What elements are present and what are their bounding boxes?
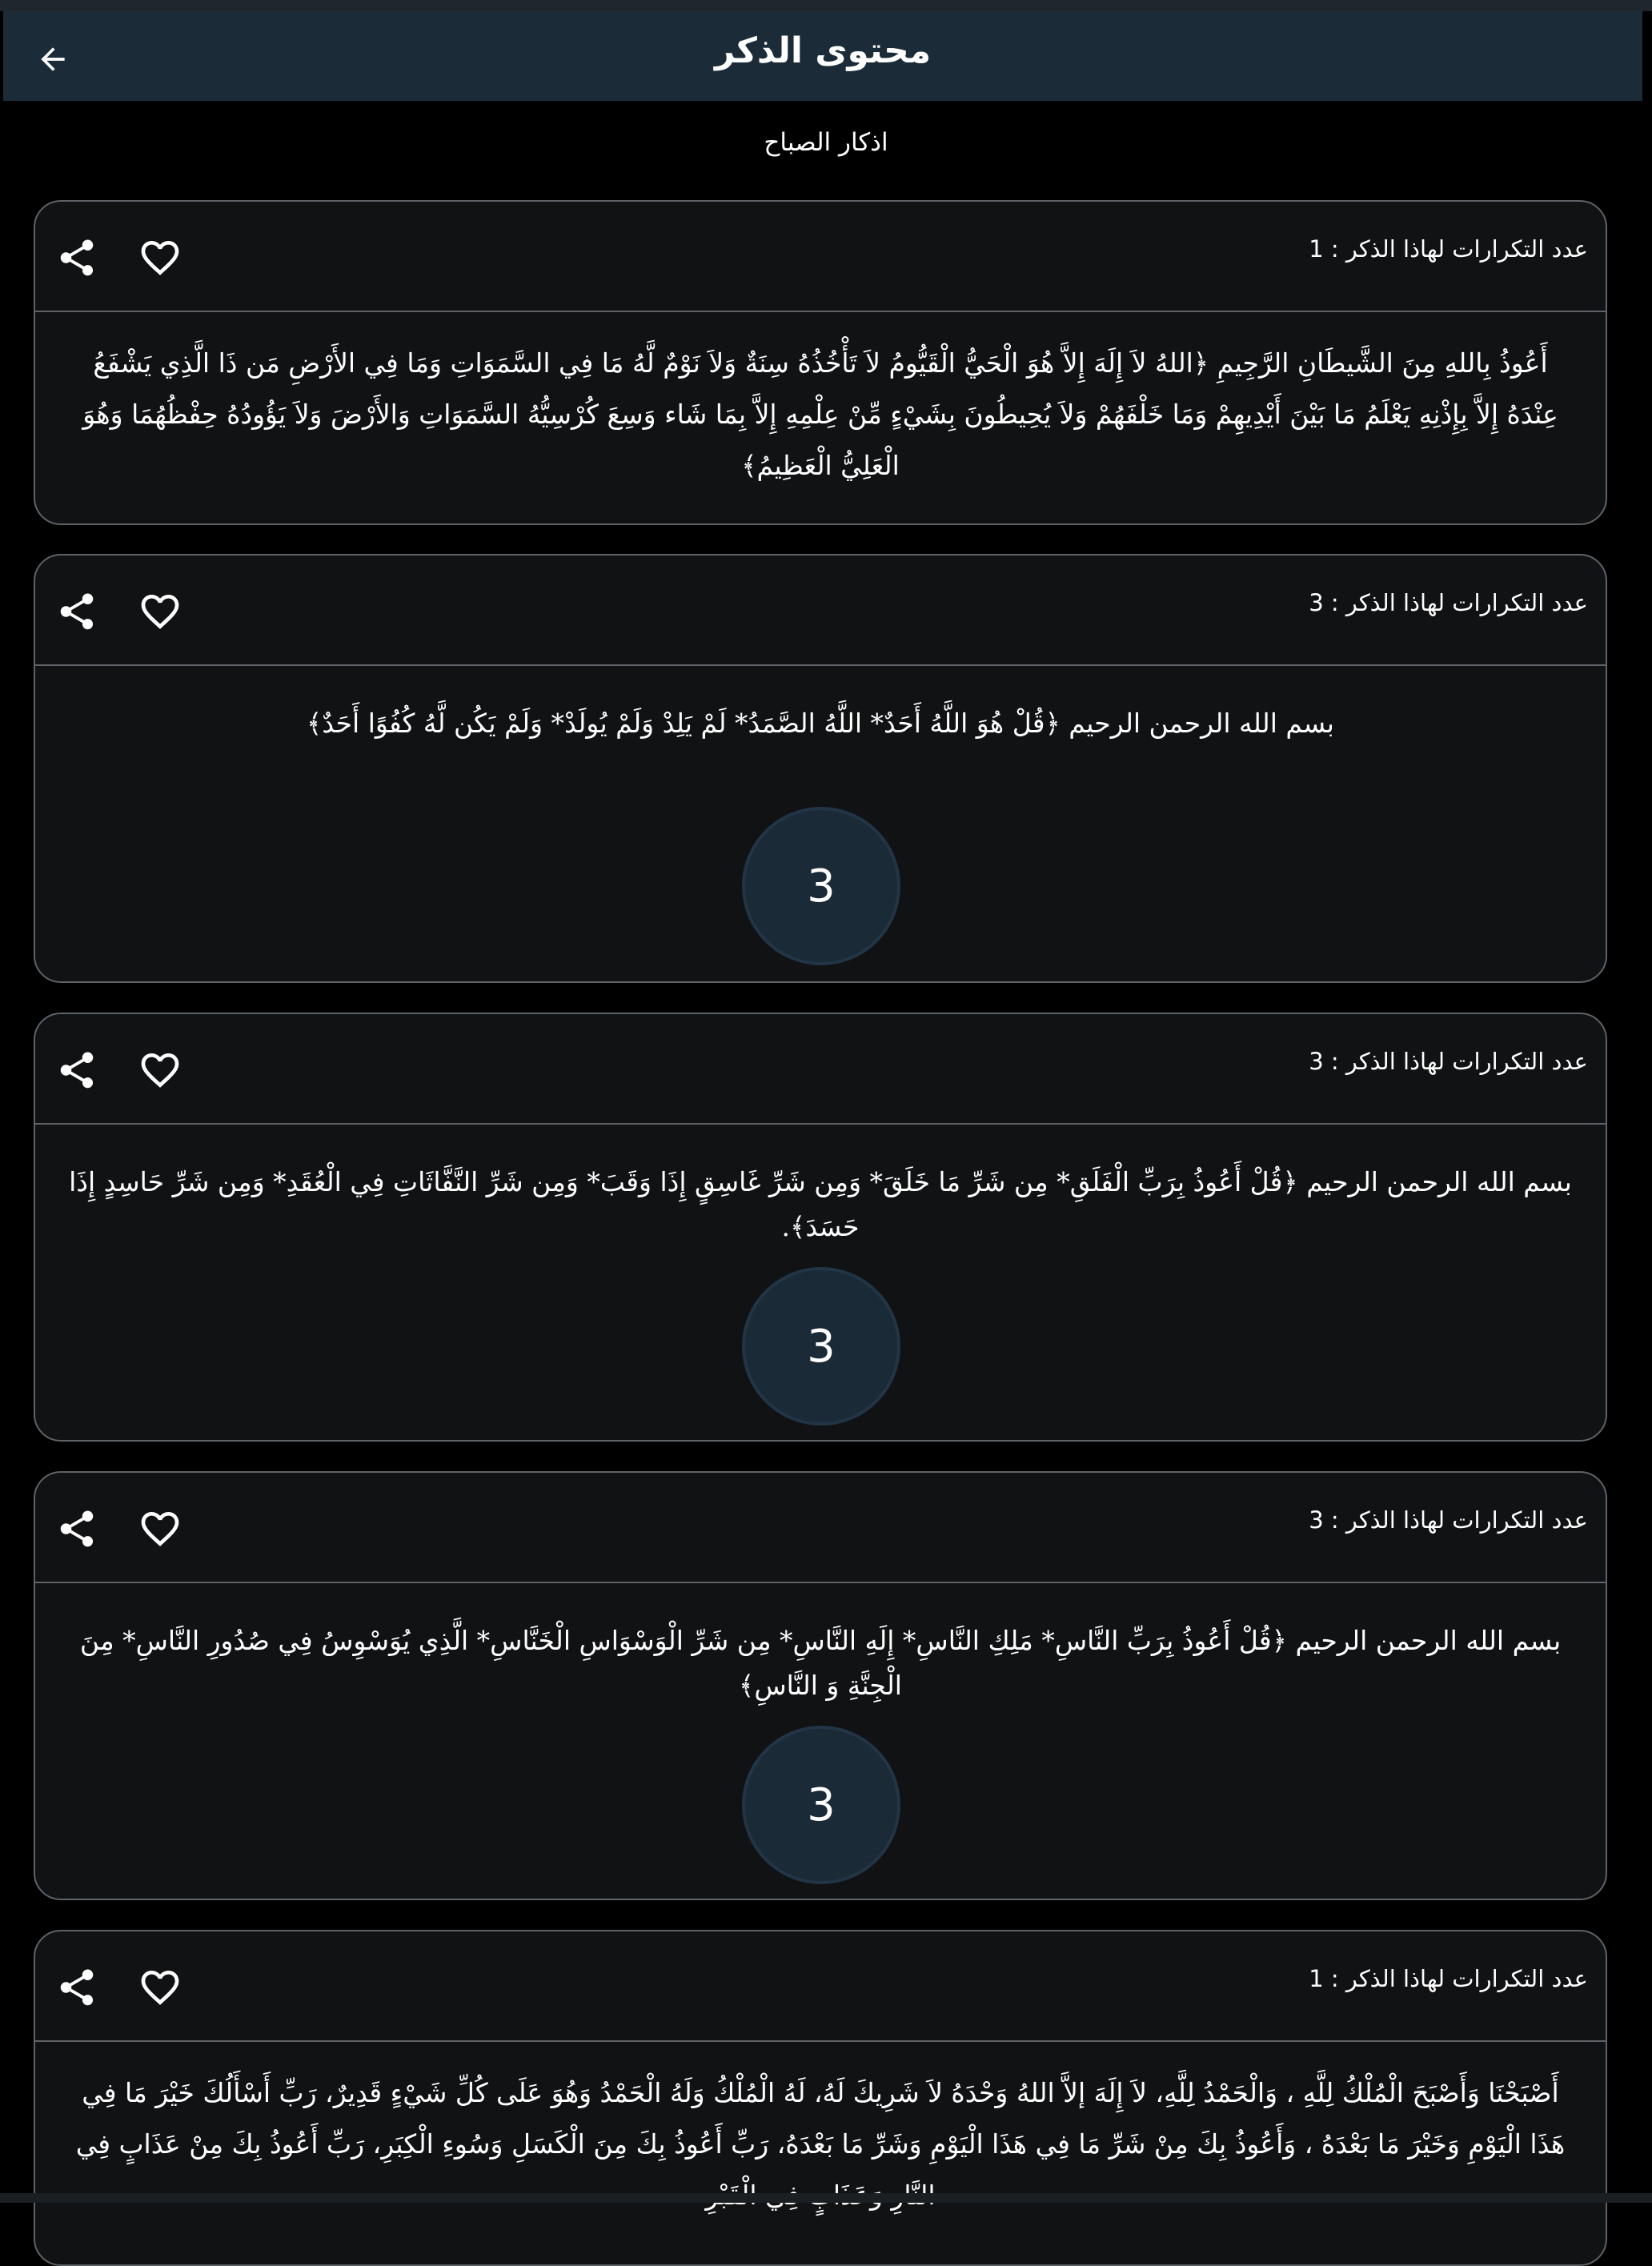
- share-icon: [55, 590, 98, 633]
- section-title: اذكار الصباح: [764, 128, 888, 157]
- zikr-card: [34, 1930, 1607, 2266]
- card-header: [35, 1014, 1606, 1125]
- zikr-text: أَعُوذُ بِاللهِ مِنَ الشَّيطَانِ الرَّجِيمِ ﴿اللهُ لاَ إِلَهَ إِلاَّ هُوَ الْحَيُّ الْقَيُّومُ لاَ تَأْخُذُهُ سِنَةٌ وَلاَ نَوْمٌ لَّهُ مَا فِي السَّمَوَاتِ وَمَا فِي الأَرْضِ مَن ذَا الَّذِي يَشْفَعُ عِنْدَهُ إِلاَّ بِإِذْنِهِ يَعْلَمُ مَا بَيْنَ أَيْدِيهِمْ وَمَا خَلْفَهُمْ وَلاَ يُحِيطُونَ بِشَيْءٍ مِّنْ عِلْمِهِ إِلاَّ بِمَا شَاء وَسِعَ كُرْسِيُّهُ السَّمَوَاتِ وَالأَرْضَ وَلاَ يَؤُودُهُ حِفْظُهُمَا وَهُوَ الْعَلِيُّ الْعَظِيمُ﴾: [82, 347, 1558, 481]
- page-title: محتوى الذكر: [714, 30, 932, 71]
- share-button[interactable]: [53, 1046, 101, 1094]
- zikr-text: بسم الله الرحمن الرحيم ﴿قُلْ هُوَ اللَّهُ أَحَدٌ* اللَّهُ الصَّمَدُ* لَمْ يَلِدْ وَلَمْ يُولَدْ* وَلَمْ يَكُن لَّهُ كُفُوًا أَحَدٌ﴾: [307, 708, 1334, 739]
- counter-button[interactable]: 3: [742, 1726, 900, 1884]
- repetition-count-label: عدد التكرارات لهاذا الذكر : 1: [1309, 1965, 1588, 1992]
- status-bar: [0, 0, 1652, 11]
- zikr-card: [34, 1013, 1607, 1442]
- card-header: [35, 1931, 1606, 2042]
- navigation-bar: [0, 2193, 1652, 2203]
- favorite-button[interactable]: [136, 588, 184, 636]
- card-header: [35, 555, 1606, 666]
- zikr-card: [34, 1471, 1607, 1900]
- heart-outline-icon: [138, 589, 182, 634]
- zikr-text: بسم الله الرحمن الرحيم ﴿قُلْ أَعُوذُ بِرَبِّ النَّاسِ* مَلِكِ النَّاسِ* إِلَهِ النَّاسِ* مِن شَرِّ الْوَسْوَاسِ الْخَنَّاسِ* الَّذِي يُوَسْوِسُ فِي صُدُورِ النَّاسِ* مِنَ الْجِنَّةِ وَ النَّاسِ﴾: [79, 1625, 1562, 1701]
- favorite-button[interactable]: [136, 1963, 184, 2011]
- zikr-text: أَصْبَحْنَا وَأَصْبَحَ الْمُلْكُ لِلَّهِ ، وَالْحَمْدُ لِلَّهِ، لاَ إِلَهَ إلاَّ اللهُ وَحْدَهُ لاَ شَرِيكَ لَهُ، لَهُ الْمُلْكُ وَلَهُ الْحَمْدُ وَهُوَ عَلَى كُلِّ شَيْءٍ قَدِيرٌ، رَبِّ أَسْأَلُكَ خَيْرَ مَا فِي هَذَا الْيَوْمِ وَخَيْرَ مَا بَعْدَهُ ، وَأَعُوذُ بِكَ مِنْ شَرِّ مَا فِي هَذَا الْيَوْمِ وَشَرِّ مَا بَعْدَهُ، رَبِّ أَعُوذُ بِكَ مِنَ الْكَسَلِ وَسُوءِ الْكِبَرِ، رَبِّ أَعُوذُ بِكَ مِنْ عَذَابٍ فِي: [75, 2077, 1566, 2160]
- heart-outline-icon: [138, 1048, 182, 1093]
- repetition-count-label: عدد التكرارات لهاذا الذكر : 3: [1309, 1048, 1588, 1075]
- zikr-card: [34, 200, 1607, 525]
- share-icon: [55, 236, 98, 279]
- favorite-button[interactable]: [136, 1505, 184, 1553]
- share-button[interactable]: [53, 1963, 101, 2011]
- card-header: [35, 202, 1606, 312]
- share-icon: [55, 1966, 98, 2009]
- zikr-card: [34, 554, 1607, 983]
- share-icon: [55, 1507, 98, 1550]
- favorite-button[interactable]: [136, 1046, 184, 1094]
- share-button[interactable]: [53, 1505, 101, 1553]
- share-button[interactable]: [53, 234, 101, 282]
- favorite-button[interactable]: [136, 234, 184, 282]
- heart-outline-icon: [138, 1965, 182, 2010]
- heart-outline-icon: [138, 1506, 182, 1551]
- heart-outline-icon: [138, 235, 182, 280]
- zikr-text: بسم الله الرحمن الرحيم ﴿قُلْ أَعُوذُ بِرَبِّ الْفَلَقِ* مِن شَرِّ مَا خَلَقَ* وَمِن شَرِّ غَاسِقٍ إِذَا وَقَبَ* وَمِن شَرِّ النَّفَّاثَاتِ فِي الْعُقَدِ* وَمِن شَرِّ حَاسِدٍ إِذَا حَسَدَ﴾.: [69, 1166, 1572, 1242]
- repetition-count-label: عدد التكرارات لهاذا الذكر : 1: [1309, 235, 1588, 263]
- counter-button[interactable]: 3: [742, 807, 900, 965]
- card-header: [35, 1473, 1606, 1583]
- share-icon: [55, 1049, 98, 1092]
- app-bar: [3, 11, 1642, 101]
- repetition-count-label: عدد التكرارات لهاذا الذكر : 3: [1309, 1506, 1588, 1534]
- repetition-count-label: عدد التكرارات لهاذا الذكر : 3: [1309, 589, 1588, 616]
- share-button[interactable]: [53, 588, 101, 636]
- counter-button[interactable]: 3: [742, 1267, 900, 1426]
